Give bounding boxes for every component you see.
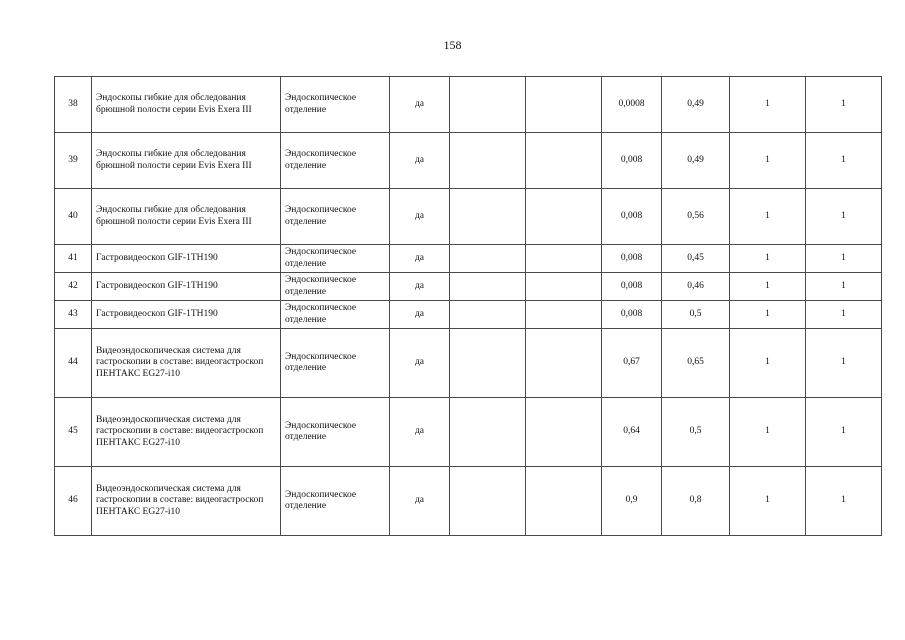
value-2: 0,46 bbox=[662, 273, 730, 301]
quantity-2: 1 bbox=[806, 301, 882, 329]
empty-cell bbox=[450, 133, 526, 189]
availability-flag: да bbox=[390, 301, 450, 329]
empty-cell bbox=[450, 245, 526, 273]
empty-cell bbox=[526, 329, 602, 398]
quantity-1: 1 bbox=[730, 189, 806, 245]
row-number: 39 bbox=[55, 133, 92, 189]
page-number: 158 bbox=[443, 38, 462, 52]
quantity-1: 1 bbox=[730, 245, 806, 273]
quantity-1: 1 bbox=[730, 398, 806, 467]
equipment-name: Гастровидеоскоп GIF-1TH190 bbox=[92, 273, 281, 301]
equipment-name: Видеоэндоскопическая система для гастроскопии в составе: видеогастроскоп ПЕНТАКС EG27-i10 bbox=[92, 329, 281, 398]
table-row bbox=[55, 189, 882, 245]
quantity-2: 1 bbox=[806, 245, 882, 273]
value-2: 0,5 bbox=[662, 398, 730, 467]
quantity-2: 1 bbox=[806, 77, 882, 133]
value-1: 0,67 bbox=[602, 329, 662, 398]
row-number: 38 bbox=[55, 77, 92, 133]
value-1: 0,008 bbox=[602, 301, 662, 329]
value-2: 0,8 bbox=[662, 467, 730, 536]
quantity-2: 1 bbox=[806, 133, 882, 189]
row-number: 45 bbox=[55, 398, 92, 467]
empty-cell bbox=[450, 189, 526, 245]
empty-cell bbox=[526, 133, 602, 189]
empty-cell bbox=[526, 245, 602, 273]
equipment-name: Видеоэндоскопическая система для гастроскопии в составе: видеогастроскоп ПЕНТАКС EG27-i10 bbox=[92, 467, 281, 536]
empty-cell bbox=[526, 398, 602, 467]
empty-cell bbox=[526, 301, 602, 329]
equipment-name: Эндоскопы гибкие для обследования брюшной полости серии Evis Exera III bbox=[92, 133, 281, 189]
value-2: 0,49 bbox=[662, 133, 730, 189]
department: Эндоскопическое отделение bbox=[281, 398, 390, 467]
quantity-2: 1 bbox=[806, 189, 882, 245]
quantity-2: 1 bbox=[806, 273, 882, 301]
availability-flag: да bbox=[390, 189, 450, 245]
table-row bbox=[55, 398, 882, 467]
empty-cell bbox=[526, 273, 602, 301]
row-number: 43 bbox=[55, 301, 92, 329]
value-1: 0,008 bbox=[602, 133, 662, 189]
table-row bbox=[55, 329, 882, 398]
empty-cell bbox=[450, 77, 526, 133]
row-number: 40 bbox=[55, 189, 92, 245]
empty-cell bbox=[450, 273, 526, 301]
equipment-name: Гастровидеоскоп GIF-1TH190 bbox=[92, 301, 281, 329]
value-1: 0,9 bbox=[602, 467, 662, 536]
value-1: 0,008 bbox=[602, 189, 662, 245]
equipment-name: Эндоскопы гибкие для обследования брюшной полости серии Evis Exera III bbox=[92, 189, 281, 245]
equipment-name: Гастровидеоскоп GIF-1TH190 bbox=[92, 245, 281, 273]
quantity-2: 1 bbox=[806, 398, 882, 467]
department: Эндоскопическое отделение bbox=[281, 77, 390, 133]
row-number: 44 bbox=[55, 329, 92, 398]
department: Эндоскопическое отделение bbox=[281, 467, 390, 536]
quantity-2: 1 bbox=[806, 467, 882, 536]
department: Эндоскопическое отделение bbox=[281, 189, 390, 245]
value-1: 0,64 bbox=[602, 398, 662, 467]
quantity-1: 1 bbox=[730, 133, 806, 189]
value-2: 0,5 bbox=[662, 301, 730, 329]
empty-cell bbox=[526, 189, 602, 245]
table-row bbox=[55, 245, 882, 273]
value-2: 0,56 bbox=[662, 189, 730, 245]
value-2: 0,49 bbox=[662, 77, 730, 133]
quantity-1: 1 bbox=[730, 467, 806, 536]
value-1: 0,008 bbox=[602, 245, 662, 273]
table-row bbox=[55, 301, 882, 329]
value-1: 0,0008 bbox=[602, 77, 662, 133]
empty-cell bbox=[526, 467, 602, 536]
quantity-1: 1 bbox=[730, 77, 806, 133]
value-2: 0,65 bbox=[662, 329, 730, 398]
table-row bbox=[55, 467, 882, 536]
department: Эндоскопическое отделение bbox=[281, 245, 390, 273]
table-row bbox=[55, 273, 882, 301]
quantity-2: 1 bbox=[806, 329, 882, 398]
empty-cell bbox=[450, 398, 526, 467]
department: Эндоскопическое отделение bbox=[281, 329, 390, 398]
availability-flag: да bbox=[390, 329, 450, 398]
table-row bbox=[55, 133, 882, 189]
quantity-1: 1 bbox=[730, 273, 806, 301]
empty-cell bbox=[450, 329, 526, 398]
quantity-1: 1 bbox=[730, 301, 806, 329]
value-2: 0,45 bbox=[662, 245, 730, 273]
availability-flag: да bbox=[390, 467, 450, 536]
department: Эндоскопическое отделение bbox=[281, 301, 390, 329]
row-number: 46 bbox=[55, 467, 92, 536]
availability-flag: да bbox=[390, 245, 450, 273]
availability-flag: да bbox=[390, 133, 450, 189]
empty-cell bbox=[526, 77, 602, 133]
department: Эндоскопическое отделение bbox=[281, 133, 390, 189]
equipment-name: Видеоэндоскопическая система для гастроскопии в составе: видеогастроскоп ПЕНТАКС EG27-i10 bbox=[92, 398, 281, 467]
equipment-name: Эндоскопы гибкие для обследования брюшной полости серии Evis Exera III bbox=[92, 77, 281, 133]
empty-cell bbox=[450, 301, 526, 329]
availability-flag: да bbox=[390, 398, 450, 467]
value-1: 0,008 bbox=[602, 273, 662, 301]
quantity-1: 1 bbox=[730, 329, 806, 398]
table-row bbox=[55, 77, 882, 133]
empty-cell bbox=[450, 467, 526, 536]
equipment-table bbox=[54, 76, 882, 536]
row-number: 42 bbox=[55, 273, 92, 301]
row-number: 41 bbox=[55, 245, 92, 273]
availability-flag: да bbox=[390, 77, 450, 133]
availability-flag: да bbox=[390, 273, 450, 301]
department: Эндоскопическое отделение bbox=[281, 273, 390, 301]
